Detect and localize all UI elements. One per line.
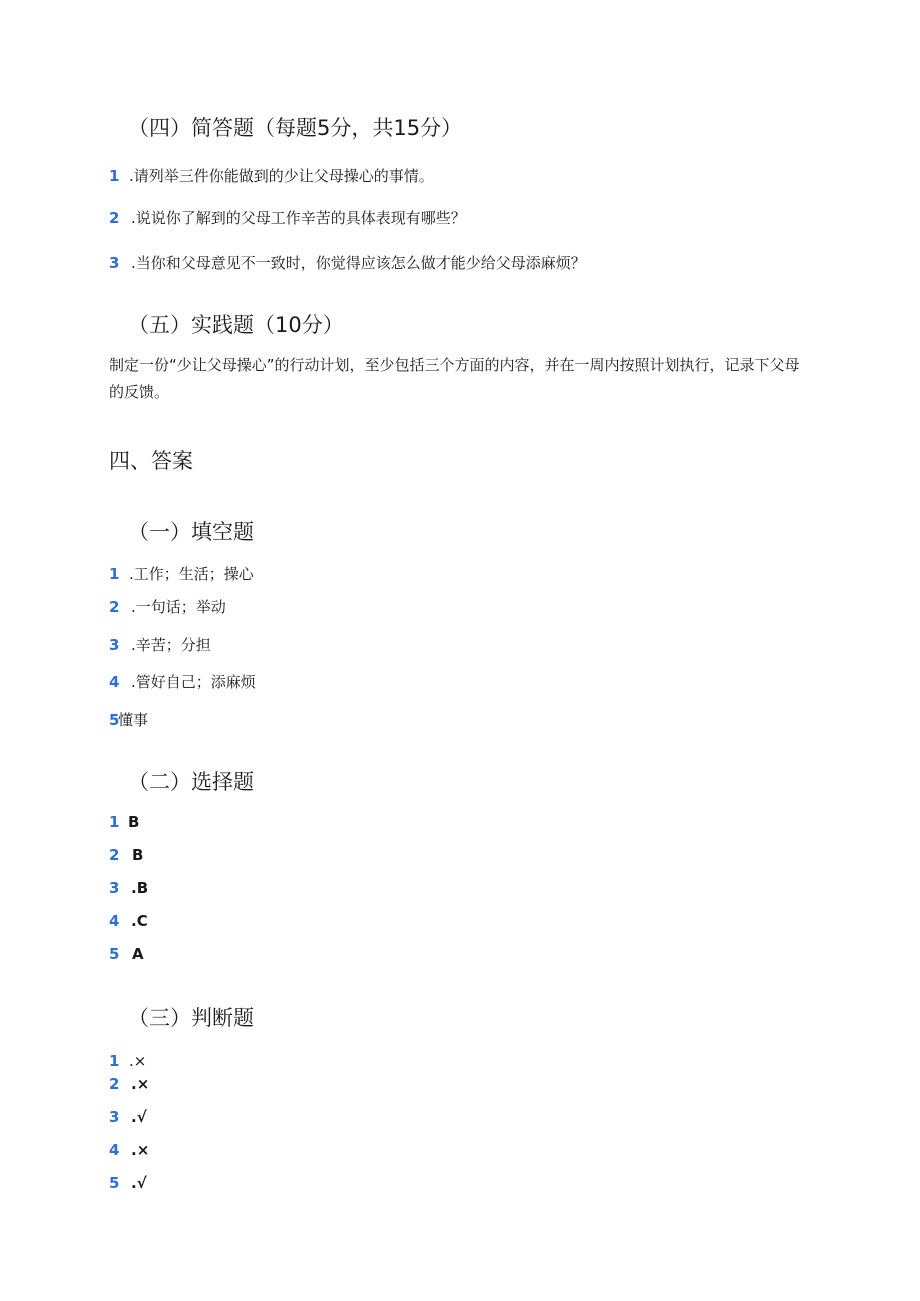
list-item xyxy=(109,1108,147,1126)
item-text: .× xyxy=(131,1075,150,1093)
list-item xyxy=(109,1141,149,1159)
item-number: 1 xyxy=(109,565,120,583)
list-item xyxy=(109,846,143,864)
item-number: 1 xyxy=(109,1052,120,1070)
practice-paragraph: 制定一份“少让父母操心”的行动计划，至少包括三个方面的内容，并在一周内按照计划执行，记录下父母的反馈。 xyxy=(109,356,800,401)
item-number: 5 xyxy=(109,711,120,729)
list-item xyxy=(109,596,226,617)
item-text: .× xyxy=(129,1052,147,1070)
list-item xyxy=(109,207,466,228)
item-number: 2 xyxy=(109,846,120,864)
item-text: .C xyxy=(131,912,148,930)
list-item xyxy=(109,671,256,692)
item-number: 5 xyxy=(109,945,120,963)
item-number: 3 xyxy=(109,636,120,654)
list-item xyxy=(109,634,211,655)
item-text: A xyxy=(132,945,144,963)
list-item xyxy=(109,1075,149,1093)
item-number: 5 xyxy=(109,1174,120,1192)
item-number: 4 xyxy=(109,1141,120,1159)
list-item xyxy=(109,1052,146,1070)
item-text: .当你和父母意见不一致时，你觉得应该怎么做才能少给父母添麻烦？ xyxy=(131,254,586,272)
item-text: .管好自己；添麻烦 xyxy=(131,673,256,691)
item-number: 1 xyxy=(109,813,120,831)
item-number: 4 xyxy=(109,673,120,691)
section-short-answer-heading: （四）简答题（每题5分，共15分） xyxy=(128,116,463,140)
item-text: .辛苦；分担 xyxy=(131,636,211,654)
item-text: .一句话；举动 xyxy=(131,598,226,616)
answers-heading: 四、答案 xyxy=(109,449,193,473)
choice-heading: （二）选择题 xyxy=(128,770,254,794)
item-number: 2 xyxy=(109,598,120,616)
item-text: .√ xyxy=(131,1174,147,1192)
item-number: 3 xyxy=(109,254,120,272)
item-text: .请列举三件你能做到的少让父母操心的事情。 xyxy=(129,167,434,185)
list-item xyxy=(109,945,144,963)
judge-heading: （三）判断题 xyxy=(128,1006,254,1030)
fill-blank-heading: （一）填空题 xyxy=(128,520,254,544)
item-number: 3 xyxy=(109,1108,120,1126)
list-item xyxy=(109,879,148,897)
list-item xyxy=(109,912,148,930)
item-text: B xyxy=(128,813,140,831)
list-item xyxy=(109,563,254,584)
item-text: .工作；生活；操心 xyxy=(129,565,254,583)
list-item xyxy=(109,709,148,730)
item-text: B xyxy=(132,846,144,864)
item-number: 1 xyxy=(109,167,120,185)
item-text: .说说你了解到的父母工作辛苦的具体表现有哪些？ xyxy=(131,209,466,227)
list-item xyxy=(109,165,434,186)
section-practice-heading: （五）实践题（10分） xyxy=(128,313,344,337)
item-number: 2 xyxy=(109,1075,120,1093)
item-number: 3 xyxy=(109,879,120,897)
item-number: 2 xyxy=(109,209,120,227)
item-text: .√ xyxy=(131,1108,147,1126)
item-number: 4 xyxy=(109,912,120,930)
item-text: 懂事 xyxy=(118,711,149,729)
list-item xyxy=(109,813,139,831)
item-text: .× xyxy=(131,1141,150,1159)
list-item xyxy=(109,252,586,273)
list-item xyxy=(109,1174,147,1192)
item-text: .B xyxy=(131,879,149,897)
